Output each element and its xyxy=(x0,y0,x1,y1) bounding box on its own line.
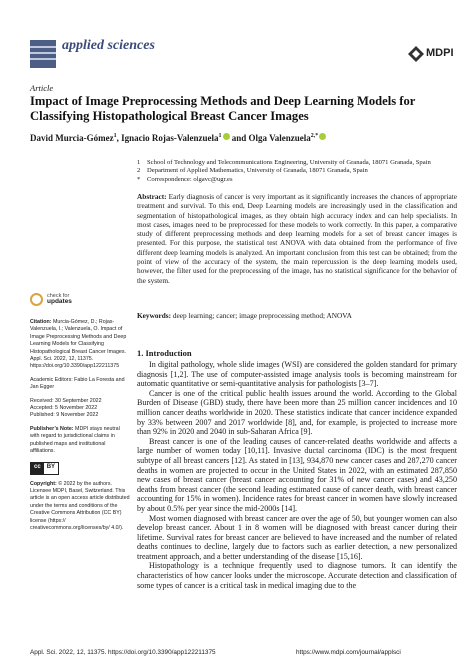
copyright-block xyxy=(30,481,130,533)
publisher-name: MDPI xyxy=(426,47,454,59)
paragraph: Breast cancer is one of the leading causes of cancer-related deaths worldwide and affects a large number of women today [10,11]. Invasive ductal carcinoma (IDC) is the most frequent subtype of all breast cancers [12]. As stated in [13], 934,870 new cancer cases and 287,270 cancer deaths in women are projected to occur in the United States in 2022, with an estimated 287,850 new cases of breast cancer (breast cancer accounting for 31% of new cancer cases) and 43,250 deaths from breast cancer (the second leading estimated cause of cancer death, with breast cancer accounting for 15% in women). Incidence rates for breast cancer in women have slowly increased by about 0.5% per year since the mid-2000s [14]. xyxy=(137,436,457,513)
abstract xyxy=(137,192,457,285)
check-for-updates-button[interactable] xyxy=(30,293,90,309)
affiliation-item xyxy=(137,176,457,184)
publisher-note-block xyxy=(30,426,130,456)
footer-citation[interactable]: Appl. Sci. 2022, 12, 11375. https://doi.org/10.3390/app122211375 xyxy=(30,649,216,656)
author-affiliation-mark: 2,* xyxy=(310,133,319,139)
by-icon: BY xyxy=(46,463,56,470)
copyright-text: © 2022 by the authors. Licensee MDPI, Basel, Switzerland. This article is an open access article distributed under the terms and conditions of the Creative Commons Attribution (CC BY) license (https:// creativecommons.org/licenses/by/ 4.0/). xyxy=(30,480,130,531)
paragraph: Most women diagnosed with breast cancer are over the age of 50, but younger women can also develop breast cancer. About 1 in 8 women will be diagnosed with breast cancer during their lifetime. Survival rates for breast cancer are believed to have increased and the number of related deaths continues to decline, largely due to factors such as earlier detection, a new personalized treatment approach, and a better understanding of the disease [15,16]. xyxy=(137,513,457,561)
accepted-date: Accepted: 5 November 2022 xyxy=(30,405,98,412)
author-list: David Murcia-Gómez$^1$, Ignacio Rojas-Valenzuela$^1$ and Olga Valenzuela$^{2,*}$ xyxy=(30,133,450,143)
journal-name: applied sciences xyxy=(62,38,155,53)
author-name[interactable]: David Murcia-Gómez xyxy=(30,133,114,143)
mdpi-logo-icon xyxy=(408,46,424,62)
sidebar xyxy=(30,319,130,538)
copyright-label: Copyright: xyxy=(30,480,57,487)
editors-block xyxy=(30,377,130,392)
check-updates-bold: updates xyxy=(47,298,72,305)
cc-license-badge[interactable] xyxy=(30,462,59,475)
check-updates-icon xyxy=(30,293,43,306)
published-date: Published: 9 November 2022 xyxy=(30,412,99,419)
affiliation-item xyxy=(137,167,457,175)
check-updates-label: check for xyxy=(47,293,70,299)
paragraph: Histopathology is a technique frequently used to diagnose tumors. It can identify the characteristics of how cancer looks under the microscope. Accurate detection and classification of some types of cancer is a critical task in medical imaging due to the xyxy=(137,561,457,590)
received-date: Received: 30 September 2022 xyxy=(30,397,102,404)
keywords xyxy=(137,311,457,320)
affiliation-text: School of Technology and Telecommunications Engineering, University of Granada, 18071 Granada, Spain xyxy=(147,159,431,166)
abstract-label: Abstract: xyxy=(137,192,167,201)
journal-logo-icon xyxy=(30,40,56,68)
section-heading: 1. Introduction xyxy=(137,348,192,358)
author-name[interactable]: Ignacio Rojas-Valenzuela xyxy=(121,133,219,143)
paragraph: In digital pathology, whole slide images (WSI) are considered the golden standard for primary diagnosis [1,2]. The use of computer-assisted image analysis tools is becoming mainstream for automatic quantitative or semi-quantitative analysis for pathologists [3–7]. xyxy=(137,360,457,389)
affiliation-text: Department of Applied Mathematics, University of Granada, 18071 Granada, Spain xyxy=(147,167,368,175)
affiliation-number: 2 xyxy=(137,167,141,175)
citation-label: Citation: xyxy=(30,319,52,325)
paragraph: Cancer is one of the critical public health issues around the world. According to the Global Burden of Disease (GBD) study, there have been more than 25 million cancer incidences and 10 million cancer deaths worldwide in 2020. These statistics indicate that cancer incidence expanded by 33% between 2007 and 2017 worldwide [8], and, for example, is projected to increase more than 92% in 2020 and 2040 in sub-Saharan Africa [9]. xyxy=(137,388,457,437)
orcid-icon[interactable] xyxy=(223,133,230,140)
citation-block xyxy=(30,319,130,371)
publisher-note-label: Publisher’s Note: xyxy=(30,425,74,432)
editors-label: Academic Editors: xyxy=(30,376,73,383)
author-name[interactable]: Olga Valenzuela xyxy=(248,133,311,143)
keywords-label: Keywords: xyxy=(137,311,172,320)
correspondence-text[interactable]: Correspondence: olgavc@ugr.es xyxy=(147,175,233,183)
publisher-note-text: MDPI stays neutral with regard to jurisdictional claims in published maps and institutional affiliations. xyxy=(30,425,120,455)
author-affiliation-mark: 1 xyxy=(113,133,117,139)
cc-icon: cc xyxy=(31,463,44,474)
body-text xyxy=(137,360,457,590)
author-affiliation-mark: 1 xyxy=(218,133,222,139)
citation-text[interactable]: Murcia-Gómez, D.; Rojas-Valenzuela, I.; Valenzuela, O. Impact of Image Preprocessing Methods and Deep Learning Models for Classifying Histopathological Breast Cancer Images. Appl. Sci. 2022, 12, 11375. https://doi.org/10.3390/app122211375 xyxy=(30,319,127,370)
abstract-text: Early diagnosis of cancer is very important as it significantly increases the chances of appropriate treatment and survival. To this end, Deep Learning models are increasingly used in the classification and segmentation of histopathological images, as they obtain high accuracy index and can help specialists. In most cases, images need to be preprocessed for these models to work correctly. In this paper, a comparative study of different preprocessing methods and deep learning models for a set of breast cancer images is presented. For this purpose, the statistical test ANOVA with data obtained from the performance of five different deep learning models is analyzed. An important conclusion from this test can be obtained; from the point of view of the accuracy of the system, the main repercussion is the deep learning models used, however, the filter used for the preprocessing of the image, has no statistical significance for the behavior of the system. xyxy=(137,192,457,285)
editors-text: Fabio La Foresta and Jan Egger xyxy=(30,376,125,391)
affiliation-number: * xyxy=(137,175,141,183)
footer-journal-link[interactable]: https://www.mdpi.com/journal/applsci xyxy=(296,649,401,656)
article-title: Impact of Image Preprocessing Methods and Deep Learning Models for Classifying Histopathological Breast Cancer Images xyxy=(30,94,416,123)
dates-block xyxy=(30,398,130,420)
affiliations xyxy=(137,159,457,184)
keywords-text: deep learning; cancer; image preprocessing method; ANOVA xyxy=(172,311,352,320)
affiliation-number: 1 xyxy=(137,159,141,166)
article-type: Article xyxy=(30,83,54,93)
affiliation-item xyxy=(137,159,457,167)
orcid-icon[interactable] xyxy=(319,133,326,140)
